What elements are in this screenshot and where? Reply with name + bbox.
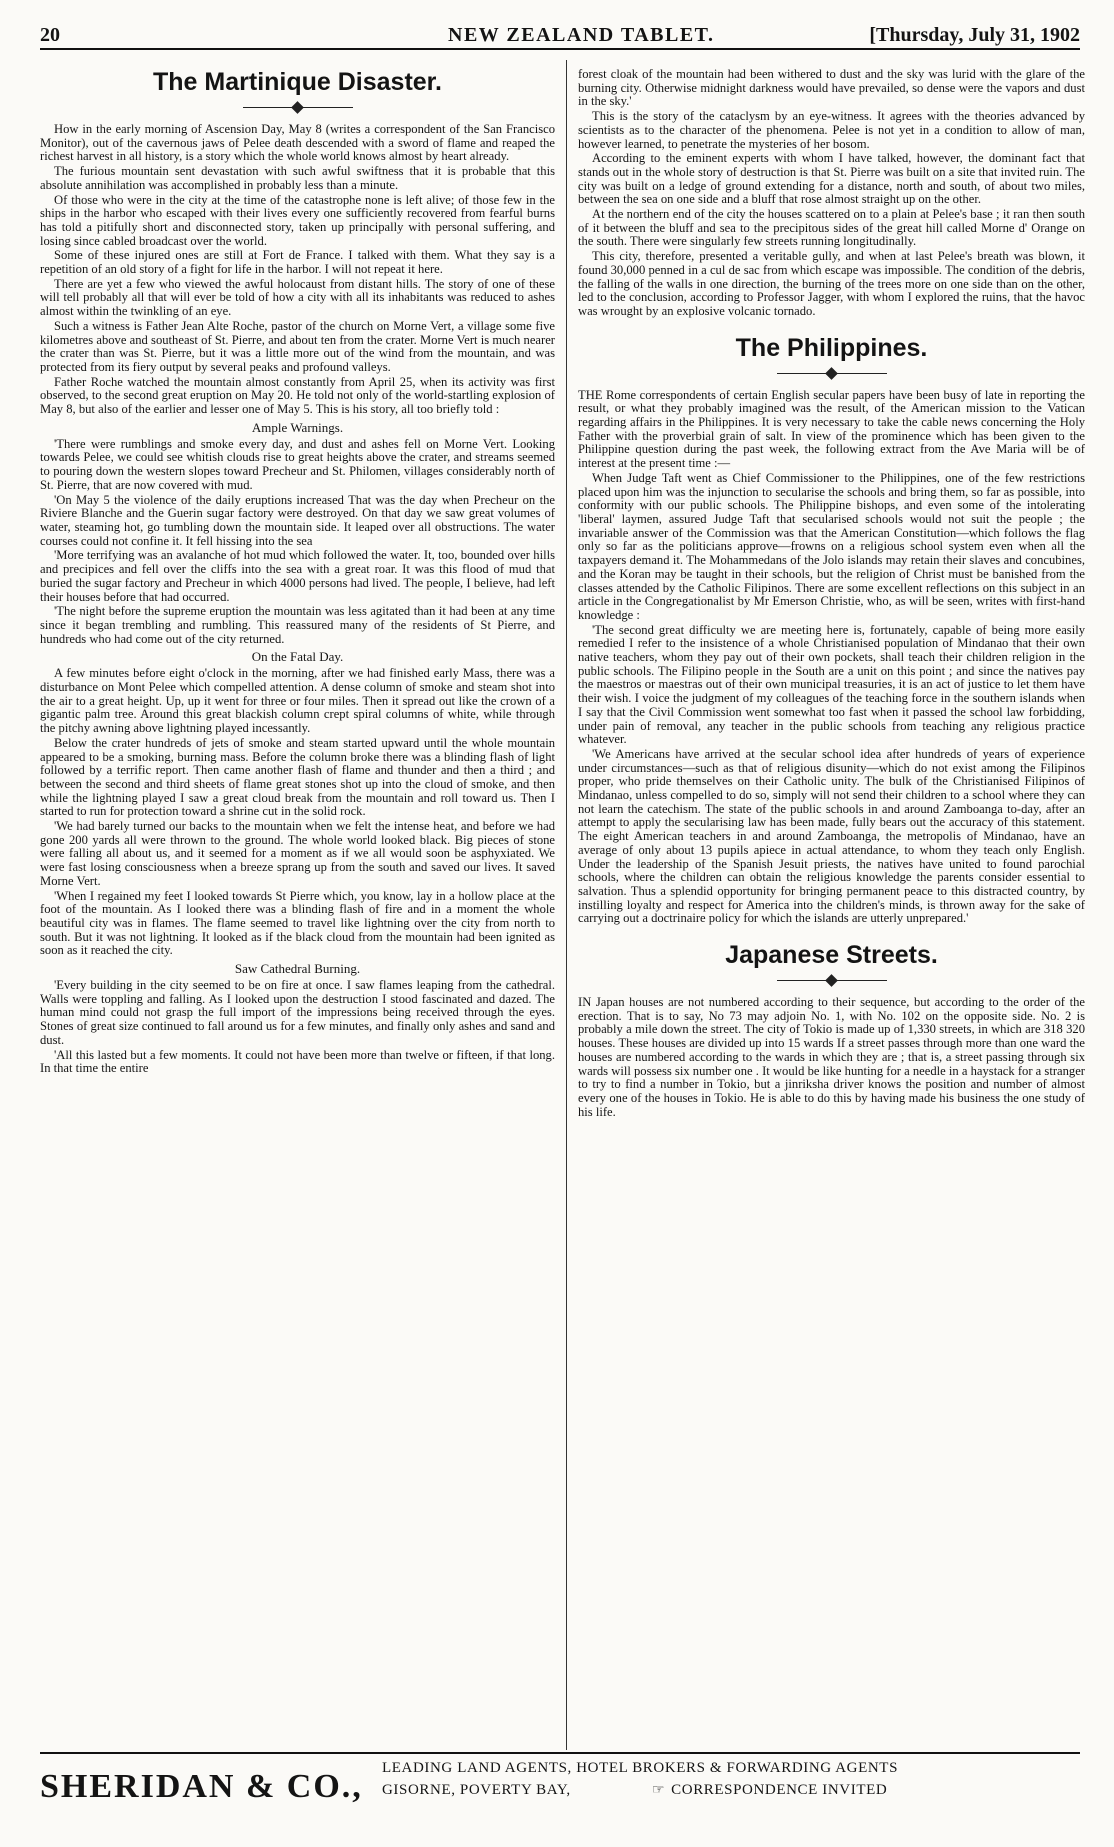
martinique-paragraph: 'There were rumblings and smoke every day, and dust and ashes fell on Morne Vert. Looking towards Pelee, we could see whitish clouds rise to great heights above the crater, and streams seemed to pouring down the western slopes toward Precheur and St. Philomen, villages considerably north of St. Pierre, that are now covered with mud.	[40, 436, 555, 492]
issue-date: [Thursday, July 31, 1902	[869, 24, 1080, 46]
martinique-paragraph: Below the crater hundreds of jets of smoke and steam started upward until the whole mountain appeared to be a smoking, burning mass. Before the column broke there was a blinding flash of light followed by a terrific report. Then came another flash of flame and thunder and then a third ; and between the second and third sheets of flame great stones shot up into the cloud of smoke, and then while the lightning played I saw a great cloud break from the mountain and roll toward us. Then I started to run for protection toward a shrine cut in the solid rock.	[40, 735, 555, 819]
philippines-paragraph: When Judge Taft went as Chief Commissioner to the Philippines, one of the few restrictions placed upon him was the injunction to secularise the schools and bring them, so far as possible, into conformity with our public schools. The Philippine bishops, and even some of the intolerating 'liberal' laymen, assured Judge Taft that secularised schools would not suit the people ; the invariable answer of the Commission was that the American Constitution—which follows the flag only so far as the politicians approve—frowns on a religious school system even when all the taxpayers demand it. The Mohammedans of the Jolo islands may retain their slaves and concubines, and the Koran may be taught in their schools, but the religion of Christ must be banished from the classes attended by the Catholic Filipinos. There are some excellent reflections on this subject in an article in the Congregationalist by Mr Emerson Christie, who, as will be seen, writes with first-hand knowledge :	[578, 470, 1085, 622]
philippines-paragraph: 'The second great difficulty we are meeting here is, fortunately, capable of being more easily remedied I refer to the insistence of a whole Christianised population of Mindanao that their own native teachers, whom they pay out of their own pockets, shall teach their children religion in the public schools. The Filipino people in the South are a unit on this point ; and since the natives pay the maestros or maestras out of their own municipal treasuries, it is an act of justice to let them have their wish. I voice the judgment of my colleagues of the teaching force in the southern islands when I say that the Civil Commission went somewhat too fast when it passed the school law forbidding, under pain of removal, any teacher in the public schools from teaching any religious practice whatever.	[578, 622, 1085, 747]
martinique-paragraph: How in the early morning of Ascension Day, May 8 (writes a correspondent of the San Francisco Monitor), out of the cavernous jaws of Pelee death descended with a sword of flame and reaped the richest harvest in all history, is a story which the whole world knows almost by heart already.	[40, 122, 555, 164]
philippines-paragraph: 'We Americans have arrived at the secular school idea after hundreds of years of experience under circumstances—such as that of religious disunity—which do not exist among the Filipinos proper, who pride themselves on their Catholic unity. The bulk of the Christianised Filipinos of Mindanao, unless compelled to do so, simply will not send their children to a school where they can not learn the catechism. The state of the public schools in and around Zamboanga to-day, after an attempt to apply the secularising law has been made, fully bears out the accuracy of this statement. The eight American teachers in and around Zamboanga, the metropolis of Mindanao, have an average of only about 13 pupils apiece in actual attendance, to whom they teach only English. Under the leadership of the Spanish Jesuit priests, the natives have united to found parochial schools, where the children can obtain the religious knowledge the parents consider essential to salvation. Thus a splendid opportunity for bringing permanent peace to this distracted country, by instilling loyalty and respect for America into the children's minds, is thrown away for the sake of carrying out a doctrinaire policy for which the islands are utterly unprepared.'	[578, 746, 1085, 926]
martinique-paragraph: Father Roche watched the mountain almost constantly from April 25, when its activity was first observed, to the second great eruption on May 20. He told not only of the world-startling explosion of May 8, but also of the earlier and lesser one of May 5. This is his story, all too briefly told :	[40, 374, 555, 417]
martinique-paragraph: 'The night before the supreme eruption the mountain was less agitated than it had been at any time since it began trembling and rumbling. This reassured many of the residents of St Pierre, and hundreds who had come out of the city returned.	[40, 604, 555, 646]
masthead	[40, 20, 1080, 50]
martinique-paragraph: 'All this lasted but a few moments. It could not have been more than twelve or fifteen, if that long. In that time the entire	[40, 1047, 555, 1076]
martinique-paragraph: 'Every building in the city seemed to be on fire at once. I saw flames leaping from the cathedral. Walls were toppling and falling. As I looked upon the destruction I stood fascinated and dazed. The human mind could not grasp the full import of the impressions being received through the eyes. Stones of great size continued to fall around us for a few minutes, and finally only ashes and sand and dust.	[40, 978, 555, 1047]
martinique-paragraph: Of those who were in the city at the time of the catastrophe none is left alive; of those few in the ships in the harbor who escaped with their lives every one sufficiently recovered from fearful burns has told a pitifully short and disconnected story, taken up principally with personal suffering, and losing since cabled broadcast over the world.	[40, 192, 555, 248]
japanese-paragraph: IN Japan houses are not numbered according to their sequence, but according to the order of the erection. That is to say, No 73 may adjoin No. 1, with No. 102 on the opposite side. No. 2 is probably a mile down the street. The city of Tokio is made up of 1,330 streets, in which are 318 320 houses. These houses are divided up into 15 wards If a street passes through more than one ward the houses are numbered according to the wards in which they are ; that is, a street passing through six wards will possess six number one . It would be like hunting for a needle in a haystack for a stranger to try to find a number in Tokio, but a jinriksha driver knows the position and number of almost every one of the houses in Tokio. He is able to do this by having made his business the one study of his life.	[578, 995, 1085, 1119]
pointing-hand-icon: ☞	[652, 1783, 666, 1798]
advertisement-banner	[40, 1752, 1080, 1824]
martinique-paragraph: The furious mountain sent devastation with such awful swiftness that it is probable that this absolute annihilation was accomplished in probably less than a minute.	[40, 164, 555, 192]
martinique-paragraph: According to the eminent experts with whom I have talked, however, the dominant fact that stands out in the whole story of destruction is that St. Pierre was built on a site that invited ruin. The city was built on a ledge of ground extending for a distance, north and south, of about two miles, between the sea on one side and a bluff that rose almost straight up on the other.	[578, 151, 1085, 207]
philippines-paragraph: THE Rome correspondents of certain English secular papers have been busy of late in reporting the result, or what they probably imagined was the result, of the American mission to the Vatican regarding affairs in the Philippines. It is very necessary to take the cable news concerning the Holy Father with the proverbial grain of salt. In view of the prominence which has been given to the Philippine question during the past week, the following extract from the Ave Maria will be of interest at the present time :—	[578, 387, 1085, 471]
martinique-headline: The Martinique Disaster.	[153, 68, 442, 96]
martinique-continuation: forest cloak of the mountain had been withered to dust and the sky was lurid with the glare of the burning city. Otherwise midnight darkness would have prevailed, so dense were the vapors and dust in the sky.'	[578, 67, 1085, 109]
diamond-ornament-icon	[825, 974, 838, 987]
right-column	[578, 68, 1085, 1738]
subheading-fatal-day: On the Fatal Day.	[251, 649, 344, 665]
publication-title: NEW ZEALAND TABLET.	[448, 24, 715, 46]
ornament-divider	[777, 974, 887, 986]
martinique-paragraph: 'More terrifying was an avalanche of hot mud which followed the water. It, too, bounded over hills and precipices and fell over the cliffs into the sea with a great roar. It was this flood of mud that buried the sugar factory and Precheur in which 4000 persons had lived. The people, I believe, had left their houses before that had occurred.	[40, 548, 555, 604]
martinique-paragraph: Such a witness is Father Jean Alte Roche, pastor of the church on Morne Vert, a village some five kilometres above and southeast of St. Pierre, and about ten from the crater. Morne Vert is much nearer the crater than was St. Pierre, but it was a little more out of the wind from the mountain, and was protected from its fiery output by several peaks and profound valleys.	[40, 318, 555, 374]
japanese-streets-headline: Japanese Streets.	[725, 941, 938, 970]
advert-firm-name: SHERIDAN & CO.,	[40, 1768, 363, 1805]
martinique-paragraph: At the northern end of the city the houses scattered on to a plain at Pelee's base ; it ran then south of it between the bluff and sea to the precipitous sides of the great hill called Morne d' Orange on the south. There were singularly few streets running longitudinally.	[578, 207, 1085, 249]
martinique-paragraph: 'We had barely turned our backs to the mountain when we felt the intense heat, and before we had gone 200 yards all were thrown to the ground. The whole world looked black. Big pieces of stone were falling all about us, and it seemed for a moment as if we all would soon be asphyxiated. We were fast losing consciousness when a breeze sprang up from the south and saved our lives. It saved Morne Vert.	[40, 819, 555, 888]
martinique-paragraph: 'When I regained my feet I looked towards St Pierre which, you know, lay in a hollow place at the foot of the mountain. As I looked there was a blinding flash of fire and in a moment the whole beautiful city was in flames. The flame seemed to travel like lightning over the city from north to south. But it was not lightning. It looked as if the black cloud from the mountain had been ignited as soon as it reached the city.	[40, 888, 555, 958]
left-column	[40, 68, 555, 1738]
subheading-ample-warnings: Ample Warnings.	[251, 419, 344, 435]
martinique-paragraph: A few minutes before eight o'clock in the morning, after we had finished early Mass, there was a disturbance on Mont Pelee which compelled attention. A dense column of smoke and steam shot into the air to a great height. Up, up it went for three or four miles. Then it spread out like the crown of a gigantic palm tree. Around this great blackish column crept spiral columns of white, while through the pitchy awning above lightning played incessantly.	[40, 666, 555, 736]
advert-line-services: LEADING LAND AGENTS, HOTEL BROKERS & FORWARDING AGENTS	[382, 1760, 899, 1776]
martinique-paragraph: This is the story of the cataclysm by an eye-witness. It agrees with the theories advanced by scientists as to the character of the phenomena. Pelee is not yet in a condition to allow of man, however learned, to penetrate the mysteries of her bosom.	[578, 109, 1085, 151]
martinique-paragraph: There are yet a few who viewed the awful holocaust from distant hills. The story of one of these will tell probably all that will ever be told of how a city with all its inhabitants was reduced to ashes almost within the twinkling of an eye.	[40, 276, 555, 319]
martinique-paragraph: This city, therefore, presented a veritable gully, and when at last Pelee's breath was blown, it found 30,000 penned in a cul de sac from which escape was impossible. The condition of the debris, the falling of the walls in one direction, the burning of the trees more on one side than on the other, led to the conclusion, according to Professor Jagger, with whom I explored the ruins, that the havoc was wrought by an explosive volcanic tornado.	[578, 249, 1085, 318]
advert-line-location: GISORNE, POVERTY BAY,	[382, 1782, 571, 1798]
page-number: 20	[40, 24, 60, 46]
column-divider	[566, 60, 567, 1750]
subheading-cathedral: Saw Cathedral Burning.	[234, 961, 361, 977]
martinique-paragraph: Some of these injured ones are still at Fort de France. I talked with them. What they say is a repetition of an old story of a fight for life in the harbor. I will not repeat it here.	[40, 248, 555, 277]
ornament-divider	[243, 101, 353, 113]
diamond-ornament-icon	[291, 101, 304, 114]
martinique-paragraph: 'On May 5 the violence of the daily eruptions increased That was the day when Precheur on the Riviere Blanche and the Guerin sugar factory were destroyed. On that day we saw great volumes of water, steaming hot, go tumbling down the mountain side. It leaped over all obstructions. The water courses could not confine it. It fell hissing into the sea	[40, 492, 555, 548]
advert-line-invite: ☞ CORRESPONDENCE INVITED	[652, 1782, 888, 1798]
diamond-ornament-icon	[825, 367, 838, 380]
philippines-headline: The Philippines.	[735, 333, 928, 362]
ornament-divider	[777, 367, 887, 379]
